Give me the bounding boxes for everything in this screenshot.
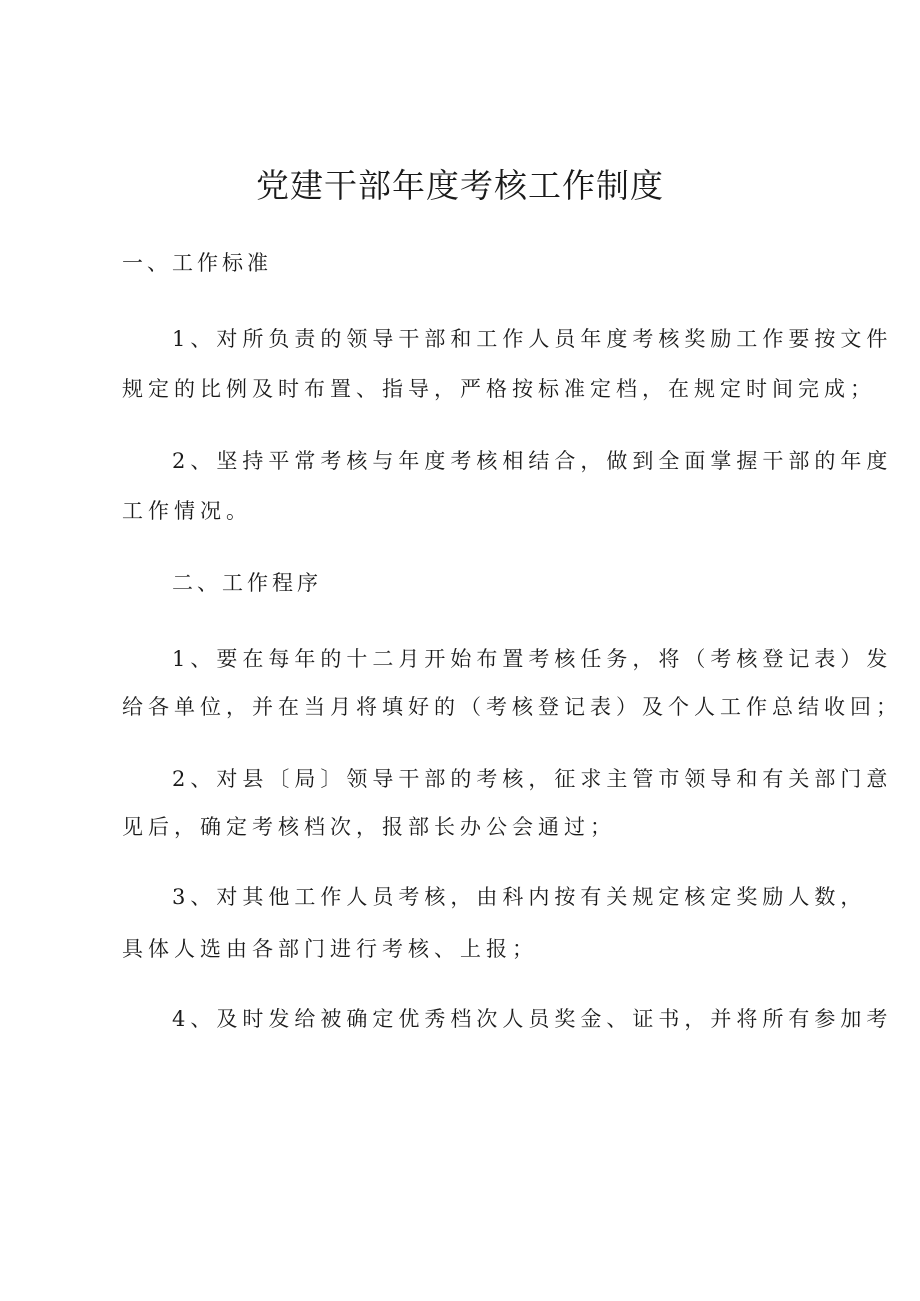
paragraph-line: 具体人选由各部门进行考核、上报；: [122, 937, 538, 961]
paragraph-line: 见后，确定考核档次，报部长办公会通过；: [122, 815, 616, 839]
section-heading-procedure: 二、工作程序: [172, 571, 322, 595]
paragraph-line: 给各单位，并在当月将填好的（考核登记表）及个人工作总结收回；: [122, 695, 902, 719]
document-title: 党建干部年度考核工作制度: [256, 166, 664, 205]
paragraph-line: 工作情况。: [122, 499, 252, 523]
paragraph-line: 2、对县〔局〕领导干部的考核，征求主管市领导和有关部门意: [172, 767, 893, 791]
paragraph-line: 1、对所负责的领导干部和工作人员年度考核奖励工作要按文件: [172, 327, 893, 351]
paragraph-line: 规定的比例及时布置、指导，严格按标准定档，在规定时间完成；: [122, 377, 876, 401]
paragraph-line: 2、坚持平常考核与年度考核相结合，做到全面掌握干部的年度: [172, 449, 893, 473]
paragraph-line: 3、对其他工作人员考核，由科内按有关规定核定奖励人数，: [172, 885, 867, 909]
paragraph-line: 1、要在每年的十二月开始布置考核任务，将（考核登记表）发: [172, 647, 893, 671]
paragraph-line: 4、及时发给被确定优秀档次人员奖金、证书，并将所有参加考: [172, 1007, 893, 1031]
section-heading-standards: 一、工作标准: [122, 251, 272, 275]
